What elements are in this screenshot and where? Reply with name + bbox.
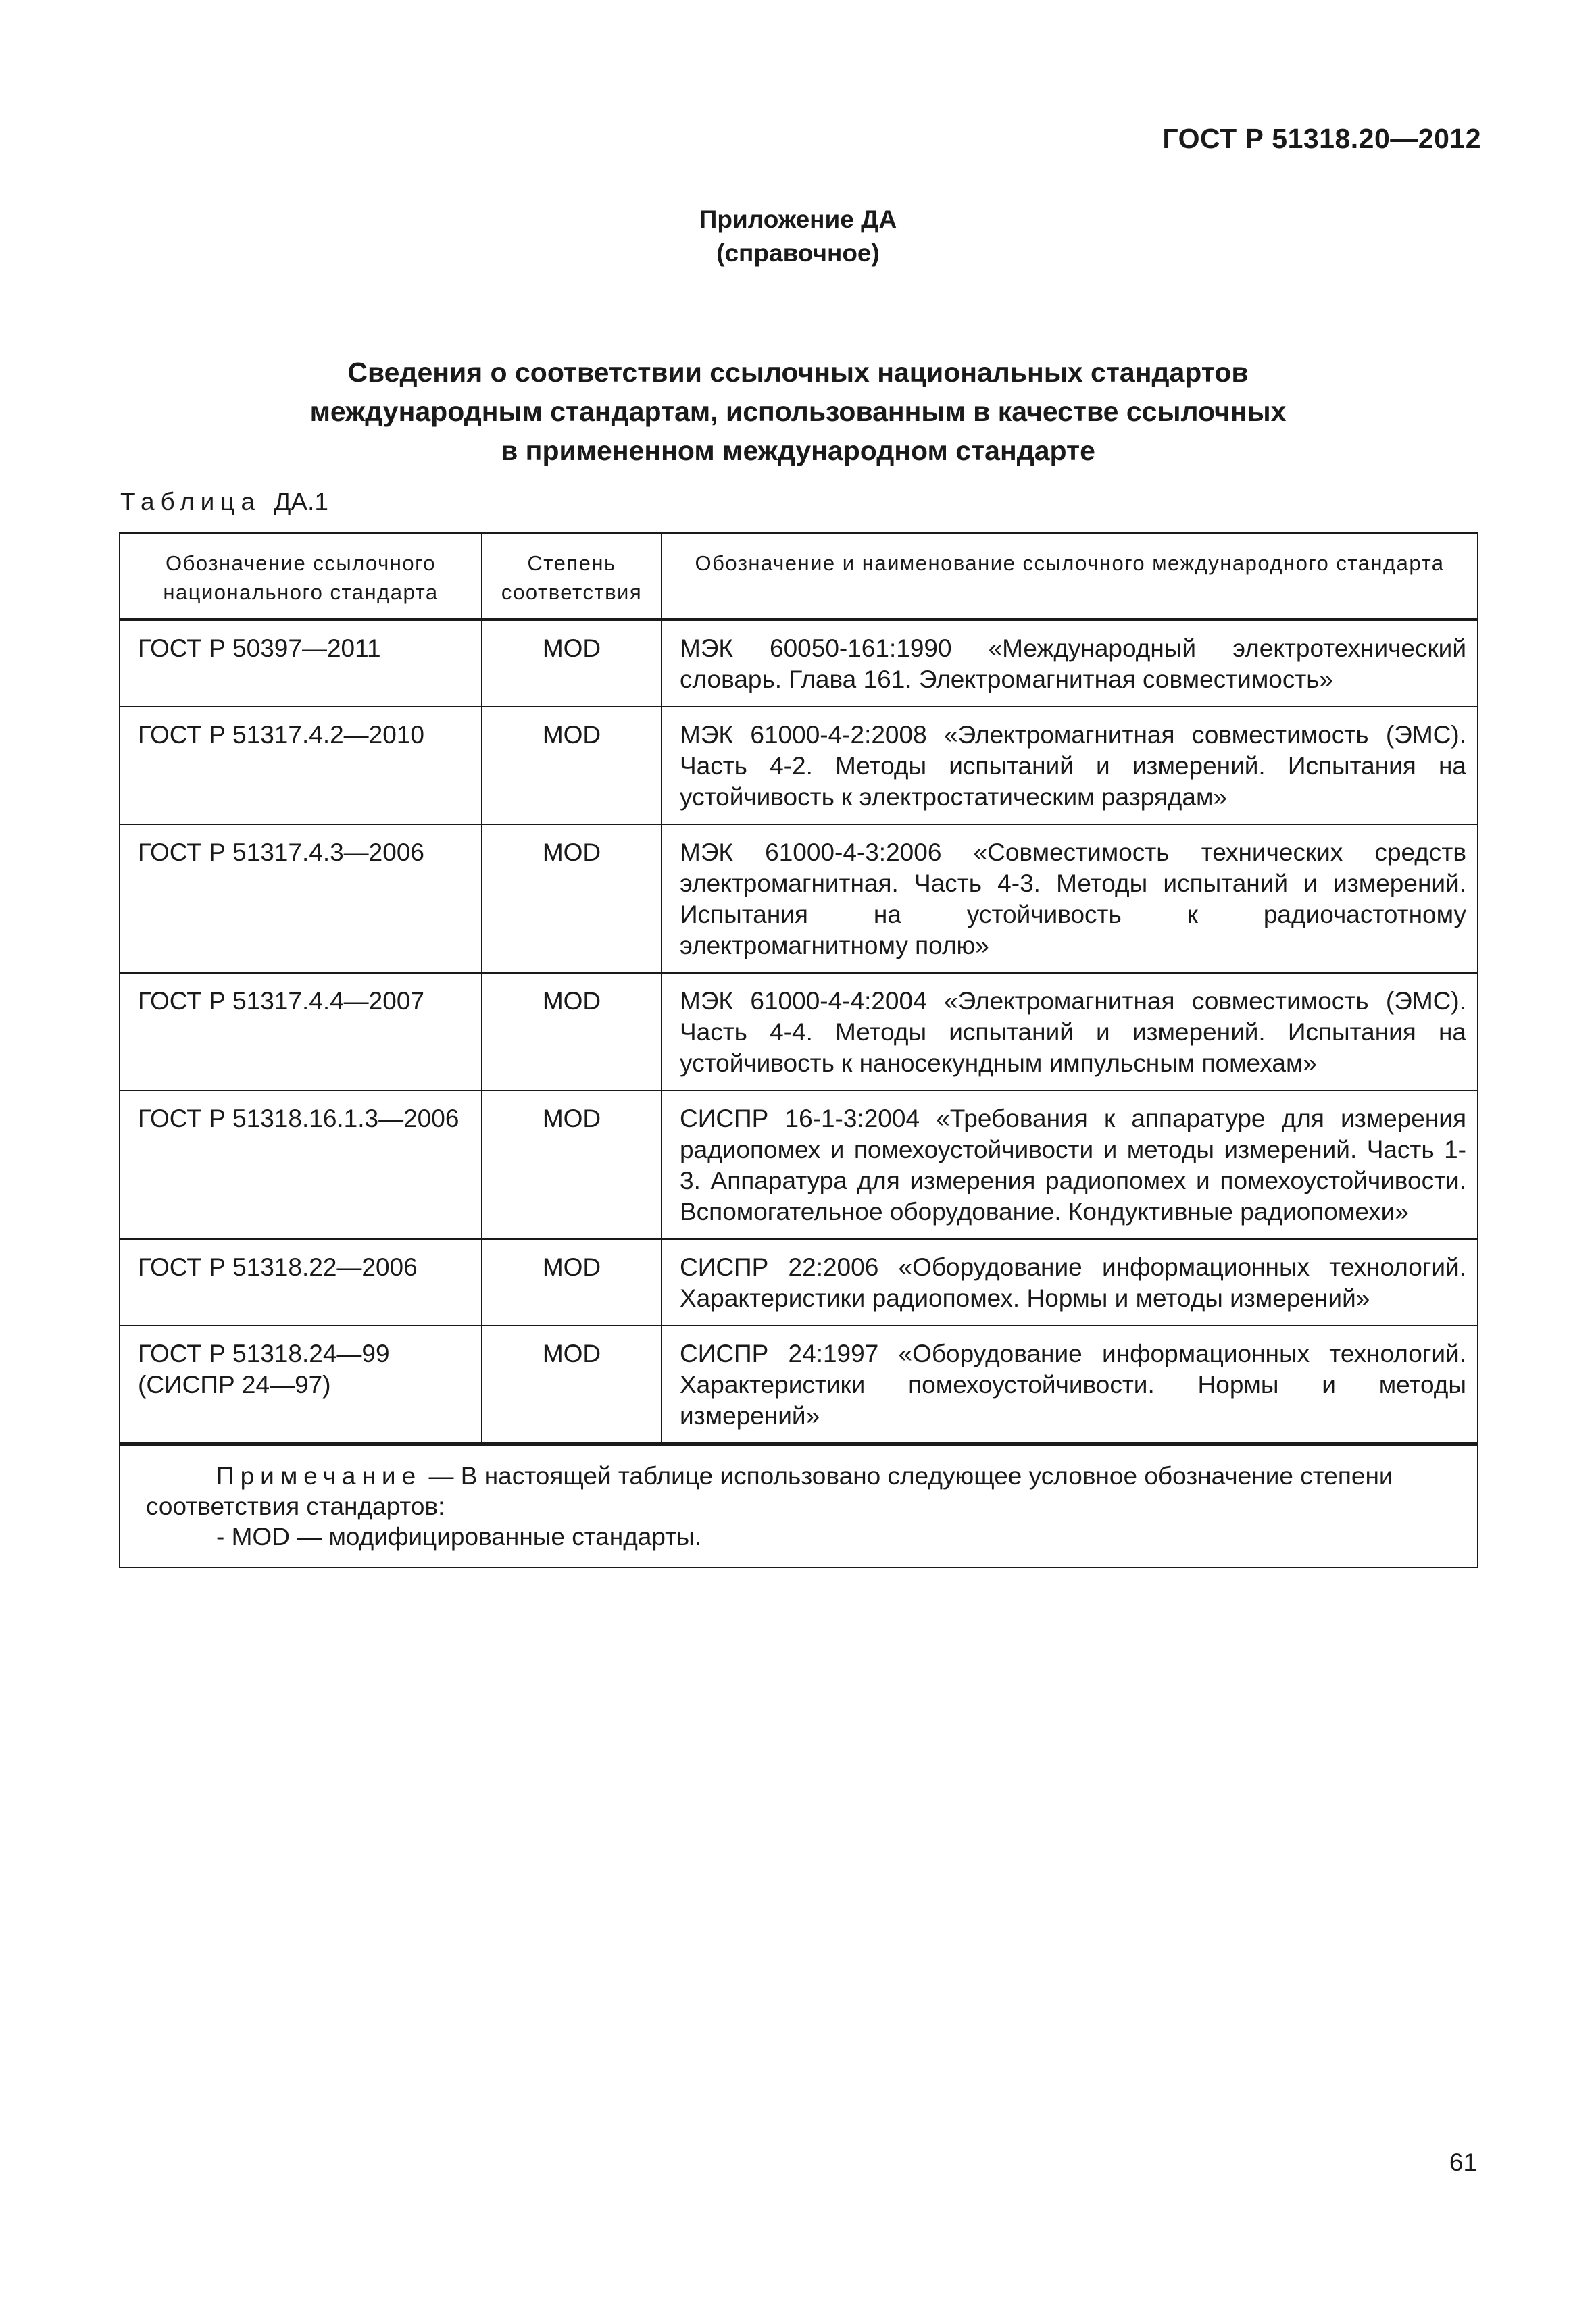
national-standard-cell: ГОСТ Р 51317.4.3—2006 bbox=[120, 824, 482, 973]
heading-line: международным стандартам, использованным в качестве ссылочных bbox=[309, 396, 1287, 427]
note-body: — В настоящей таблице использовано следующее условное обозначение степени соответствия стандартов: bbox=[146, 1462, 1393, 1520]
table-note-row bbox=[120, 1444, 1478, 1568]
international-standard-cell: МЭК 60050-161:1990 «Международный электротехнический словарь. Глава 161. Электромагнитная совместимость» bbox=[662, 620, 1478, 707]
degree-cell: MOD bbox=[482, 707, 662, 824]
degree-cell: MOD bbox=[482, 620, 662, 707]
appendix-subtitle: (справочное) bbox=[716, 239, 880, 267]
degree-cell: MOD bbox=[482, 973, 662, 1090]
page-number: 61 bbox=[1449, 2148, 1477, 2176]
table-note bbox=[120, 1444, 1478, 1568]
document-code: ГОСТ Р 51318.20—2012 bbox=[1162, 123, 1481, 154]
international-standard-cell: МЭК 61000-4-4:2004 «Электромагнитная совместимость (ЭМС). Часть 4-4. Методы испытаний и измерений. Испытания на устойчивость к наносекундным импульсным помехам» bbox=[662, 973, 1478, 1090]
degree-cell: MOD bbox=[482, 824, 662, 973]
national-standard-cell: ГОСТ Р 51318.22—2006 bbox=[120, 1239, 482, 1326]
national-standard-cell: ГОСТ Р 51317.4.2—2010 bbox=[120, 707, 482, 824]
table-row bbox=[120, 824, 1478, 973]
international-standard-cell: СИСПР 22:2006 «Оборудование информационных технологий. Характеристики радиопомех. Нормы и методы измерений» bbox=[662, 1239, 1478, 1326]
table-row bbox=[120, 620, 1478, 707]
column-header: Обозначение и наименование ссылочного международного стандарта bbox=[662, 533, 1478, 620]
table-row bbox=[120, 1090, 1478, 1239]
degree-cell: MOD bbox=[482, 1239, 662, 1326]
degree-cell: MOD bbox=[482, 1326, 662, 1444]
column-header: Обозначение ссылочного национального стандарта bbox=[120, 533, 482, 620]
note-text bbox=[146, 1461, 1466, 1521]
correspondence-table bbox=[119, 532, 1478, 1568]
section-heading bbox=[0, 353, 1596, 470]
table-caption-number: ДА.1 bbox=[274, 488, 328, 515]
table-caption bbox=[120, 488, 328, 516]
table-row bbox=[120, 973, 1478, 1090]
national-standard-cell bbox=[120, 1326, 482, 1444]
international-standard-cell: МЭК 61000-4-3:2006 «Совместимость технических средств электромагнитная. Часть 4-3. Методы испытаний и измерений. Испытания на устойчивость к радиочастотному электромагнитному полю» bbox=[662, 824, 1478, 973]
national-standard-cell: ГОСТ Р 50397—2011 bbox=[120, 620, 482, 707]
national-standard-designation: ГОСТ Р 51318.24—99 bbox=[138, 1340, 390, 1367]
table-row bbox=[120, 1326, 1478, 1444]
heading-line: Сведения о соответствии ссылочных национальных стандартов bbox=[347, 357, 1249, 388]
international-standard-cell: МЭК 61000-4-2:2008 «Электромагнитная совместимость (ЭМС). Часть 4-2. Методы испытаний и измерений. Испытания на устойчивость к электростатическим разрядам» bbox=[662, 707, 1478, 824]
table-header-row bbox=[120, 533, 1478, 620]
heading-line: в примененном международном стандарте bbox=[501, 435, 1095, 466]
note-label: Примечание bbox=[216, 1462, 422, 1490]
appendix-title: Приложение ДА bbox=[699, 205, 897, 233]
national-standard-equivalent: (СИСПР 24—97) bbox=[138, 1371, 331, 1399]
degree-cell: MOD bbox=[482, 1090, 662, 1239]
national-standard-cell: ГОСТ Р 51318.16.1.3—2006 bbox=[120, 1090, 482, 1239]
table-row bbox=[120, 1239, 1478, 1326]
table-caption-label: Таблица bbox=[120, 488, 261, 515]
international-standard-cell: СИСПР 16-1-3:2004 «Требования к аппаратуре для измерения радиопомех и помехоустойчивости и методы измерений. Часть 1-3. Аппаратура для измерения радиопомех и помехоустойчивости. Вспомогательное оборудование. Кондуктивные радиопомехи» bbox=[662, 1090, 1478, 1239]
national-standard-cell: ГОСТ Р 51317.4.4—2007 bbox=[120, 973, 482, 1090]
table-row bbox=[120, 707, 1478, 824]
column-header: Степень соответствия bbox=[482, 533, 662, 620]
international-standard-cell: СИСПР 24:1997 «Оборудование информационных технологий. Характеристики помехоустойчивости. Нормы и методы измерений» bbox=[662, 1326, 1478, 1444]
note-list-item: - MOD — модифицированные стандарты. bbox=[216, 1523, 701, 1551]
appendix-title-block bbox=[0, 203, 1596, 270]
